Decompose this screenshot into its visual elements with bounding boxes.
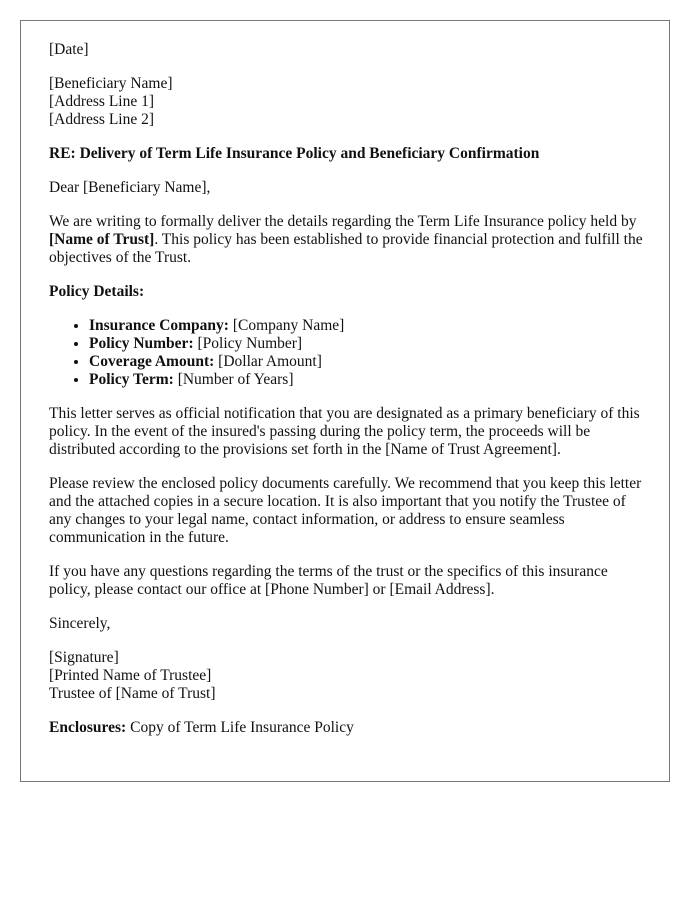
recipient-address-line-2: [Address Line 2] <box>49 111 155 128</box>
questions-paragraph: If you have any questions regarding the terms of the trust or the specifics of this insurance policy, please contact our office at [Phone Number] or [Email Address]. <box>49 563 608 598</box>
list-item <box>89 371 649 389</box>
policy-item-value: [Company Name] <box>228 317 345 334</box>
subject-line <box>49 145 649 163</box>
policy-item-label: Policy Term: <box>89 371 174 388</box>
printed-name: [Printed Name of Trustee] <box>49 667 212 684</box>
recipient-block <box>49 75 649 129</box>
trustee-title: Trustee of [Name of Trust] <box>49 685 216 702</box>
policy-item-label: Coverage Amount: <box>89 353 215 370</box>
policy-item-value: [Number of Years] <box>173 371 294 388</box>
letter-date: [Date] <box>49 41 89 58</box>
salutation: Dear [Beneficiary Name], <box>49 179 211 196</box>
enclosures-value: Copy of Term Life Insurance Policy <box>126 719 354 736</box>
intro-text-before: We are writing to formally deliver the details regarding the Term Life Insurance policy held by <box>49 213 641 230</box>
policy-item-value: [Policy Number] <box>193 335 303 352</box>
review-paragraph: Please review the enclosed policy documents carefully. We recommend that you keep this letter and the attached copies in a secure location. It is also important that you notify the Trustee of any changes to your legal name, contact information, or address to ensure seamless communication in the future. <box>49 475 642 546</box>
signature-block <box>49 649 649 703</box>
intro-paragraph <box>49 213 649 267</box>
policy-item-label: Insurance Company: <box>89 317 229 334</box>
list-item <box>89 335 649 353</box>
letter <box>20 20 670 782</box>
policy-details-heading <box>49 283 649 301</box>
policy-item-value: [Dollar Amount] <box>214 353 322 370</box>
list-item <box>89 317 649 335</box>
intro-text-after: . This policy has been established to provide financial protection and fulfill the objectives of the Trust. <box>49 231 643 266</box>
subject-text: RE: Delivery of Term Life Insurance Policy and Beneficiary Confirmation <box>49 145 540 162</box>
enclosures-label: Enclosures: <box>49 719 127 736</box>
recipient-address-line-1: [Address Line 1] <box>49 93 155 110</box>
policy-details-list <box>49 317 649 389</box>
policy-details-heading-text: Policy Details: <box>49 283 145 300</box>
policy-item-label: Policy Number: <box>89 335 194 352</box>
intro-trust-name: [Name of Trust] <box>49 231 155 248</box>
recipient-name: [Beneficiary Name] <box>49 75 173 92</box>
notification-paragraph: This letter serves as official notification that you are designated as a primary beneficiary of this policy. In the event of the insured's passing during the policy term, the proceeds will be distributed according to the provisions set forth in the [Name of Trust Agreement]. <box>49 405 640 458</box>
signature: [Signature] <box>49 649 119 666</box>
list-item <box>89 353 649 371</box>
closing: Sincerely, <box>49 615 111 632</box>
enclosures-line <box>49 719 649 737</box>
